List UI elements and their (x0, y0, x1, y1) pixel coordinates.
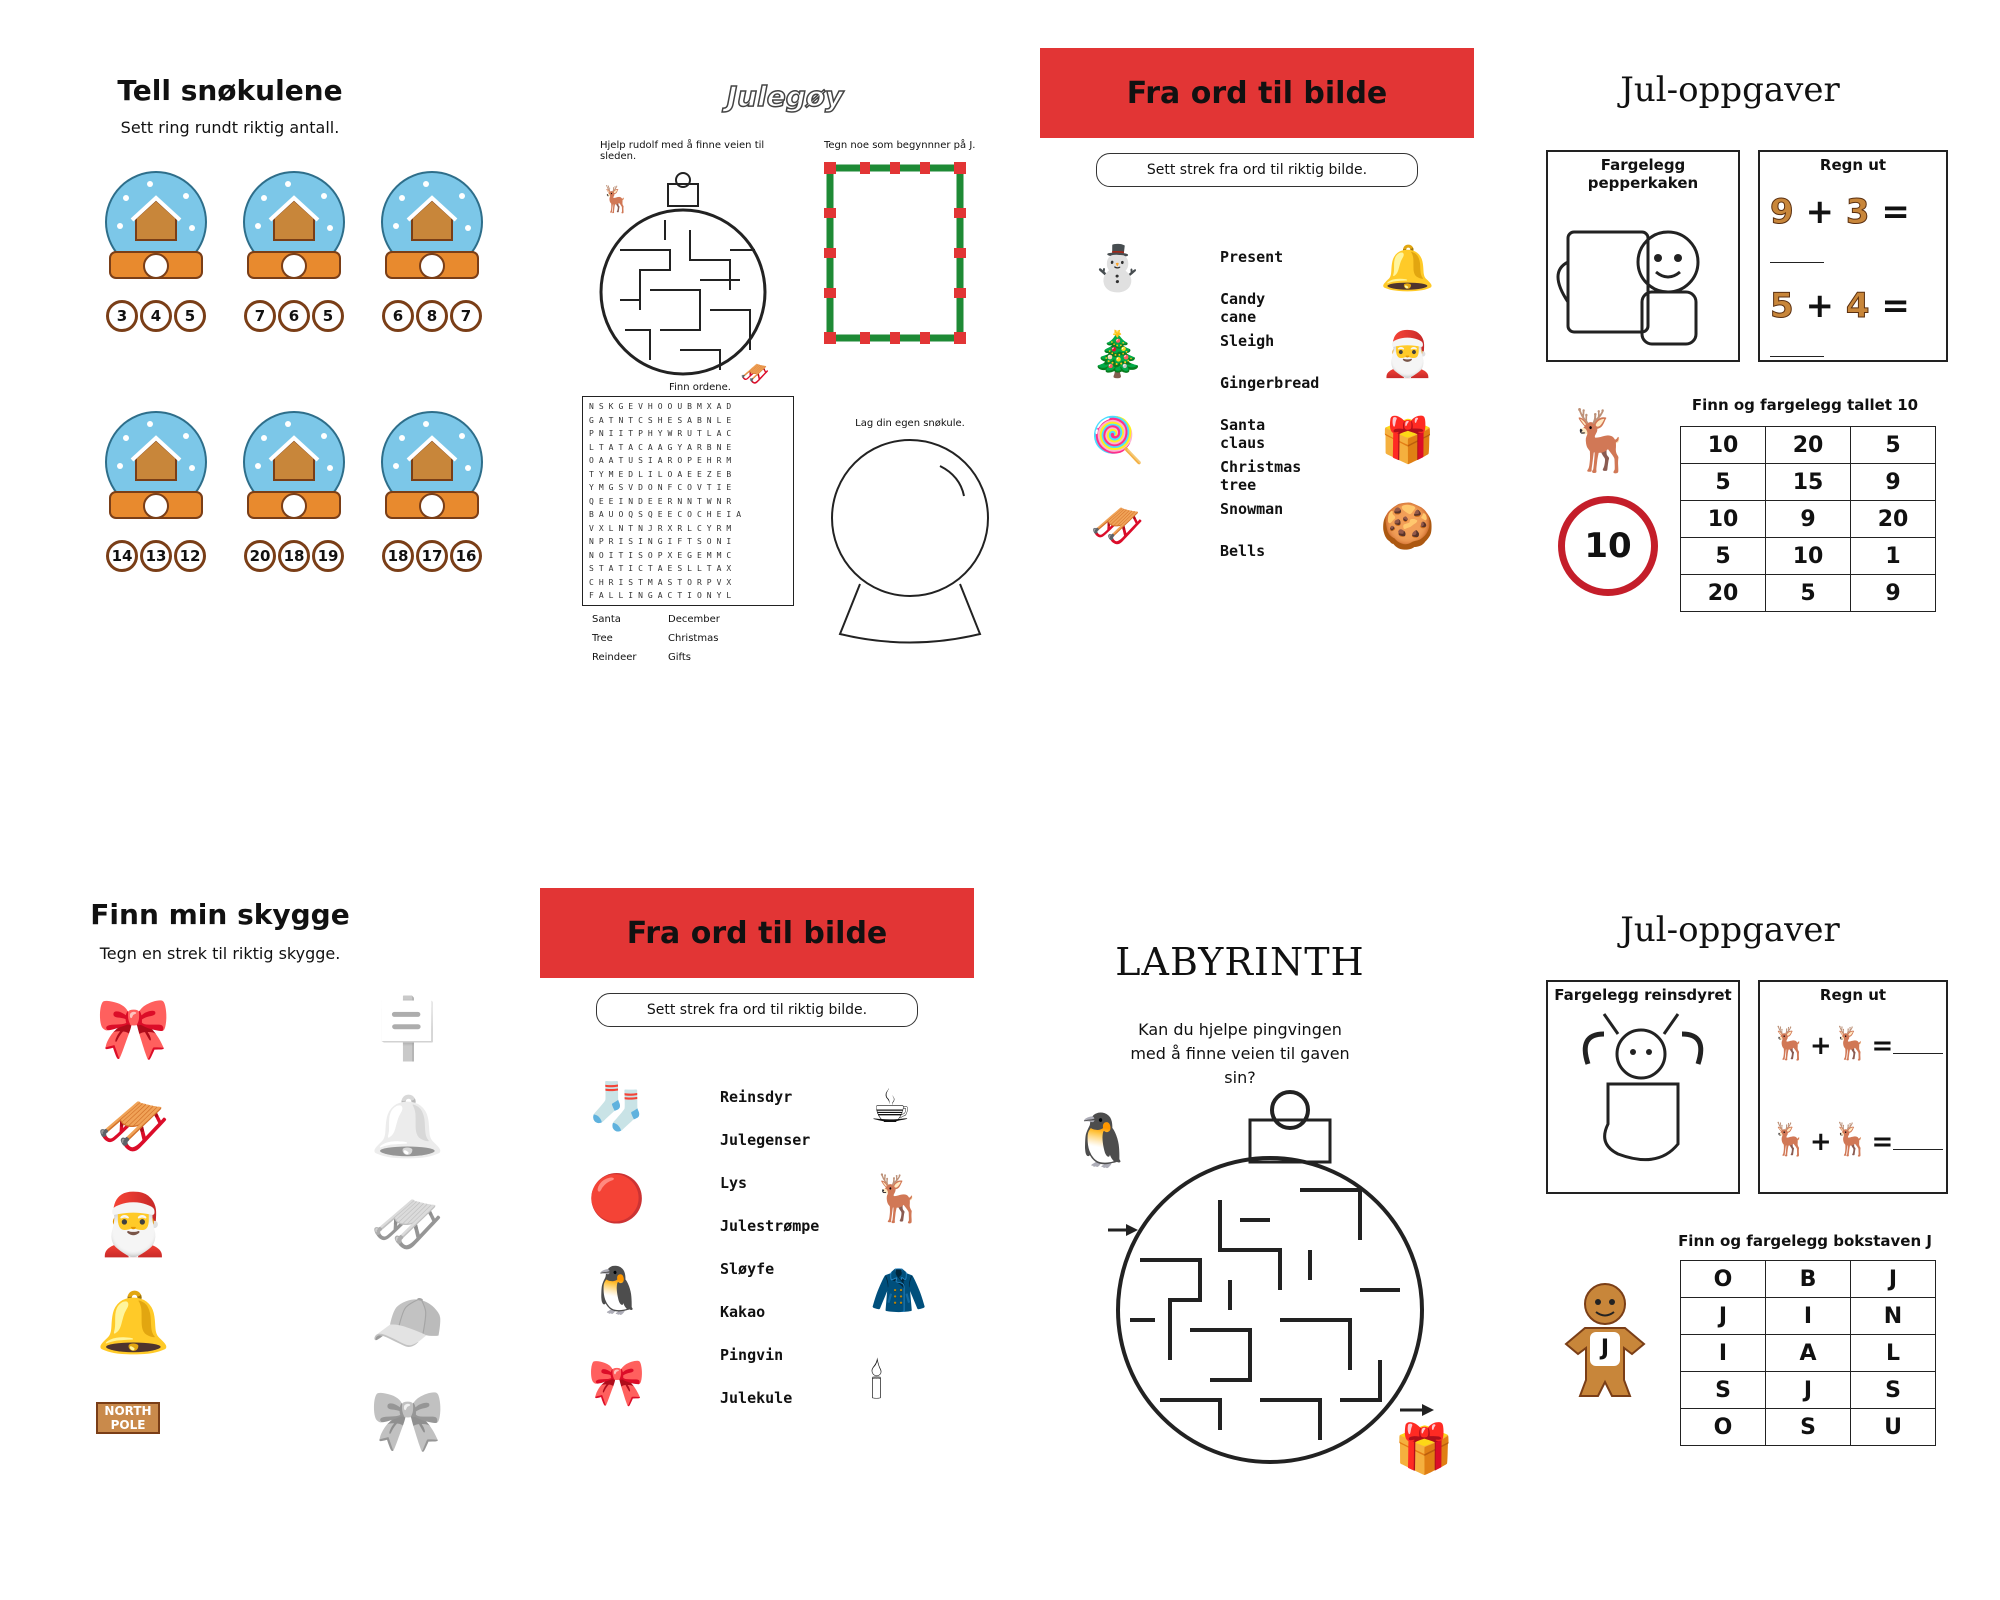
grid-cell[interactable]: 10 (1681, 501, 1766, 538)
operand: 9 (1770, 192, 1794, 232)
panel-jul-oppgaver-1 (1520, 40, 1990, 740)
instruction-pill: Sett strek fra ord til riktig bilde. (1096, 153, 1418, 187)
grid-cell[interactable]: S (1681, 1372, 1766, 1409)
count-option[interactable]: 18 (382, 540, 414, 572)
count-option[interactable]: 12 (174, 540, 206, 572)
operand: 3 (1845, 192, 1870, 232)
match-word[interactable]: Snowman (1220, 500, 1284, 518)
coloring-box[interactable] (1546, 150, 1740, 362)
panel-labyrinth (1040, 880, 1510, 1580)
stocking-icon[interactable]: 🧦 (588, 1079, 646, 1133)
match-word[interactable]: Julekule (720, 1389, 793, 1407)
grid-cell[interactable]: S (1851, 1372, 1936, 1409)
left-icons (1090, 226, 1145, 570)
penguin-icon: 🐧 (1070, 1111, 1135, 1171)
grid-cell[interactable]: 9 (1851, 464, 1936, 501)
grid-cell[interactable]: 15 (1766, 464, 1851, 501)
snow-globe-icon (100, 410, 212, 530)
grid-cell[interactable]: N (1851, 1298, 1936, 1335)
left-icons (588, 1060, 645, 1428)
math-label: Regn ut (1819, 986, 1887, 1004)
grid-cell[interactable]: A (1766, 1335, 1851, 1372)
maze-instruction: Hjelp rudolf med å finne veien til sleden. (600, 140, 765, 162)
wordsearch-row: PNIITPHYWRUTLAC (589, 429, 737, 438)
match-word[interactable]: Pingvin (720, 1346, 784, 1364)
ornament-icon[interactable]: 🔴 (588, 1171, 646, 1225)
count-option[interactable]: 6 (278, 300, 310, 332)
bells-icon[interactable]: 🔔 (1380, 243, 1435, 294)
match-word[interactable]: Lys (720, 1174, 748, 1192)
equals-sign: = (1881, 286, 1910, 326)
hat-shadow-icon[interactable]: 🧢 (370, 1288, 445, 1358)
count-option[interactable]: 14 (106, 540, 138, 572)
page-title: Jul-oppgaver (1620, 70, 1840, 110)
match-word[interactable]: Reinsdyr (720, 1088, 793, 1106)
wordsearch-row: QEEINDEERNNTWNR (589, 496, 737, 506)
grid-cell[interactable]: 1 (1851, 538, 1936, 575)
snow-globe (376, 170, 488, 332)
snow-globe-icon (100, 170, 212, 290)
sleigh-icon[interactable]: 🛷 (96, 1092, 171, 1162)
panel-julegoy (540, 40, 1010, 740)
panel-word-to-picture-no (540, 880, 1010, 1580)
snow-globe-icon (238, 170, 350, 290)
equals-sign: = (1881, 192, 1910, 232)
letter-badge: J (1590, 1332, 1620, 1366)
grid-cell[interactable]: 5 (1681, 464, 1766, 501)
find-label: Finn og fargelegg tallet 10 (1691, 396, 1919, 414)
grid-cell[interactable]: J (1851, 1261, 1936, 1298)
answer-blank[interactable] (1893, 1053, 1943, 1054)
count-option[interactable]: 6 (382, 300, 414, 332)
santa-icon[interactable]: 🎅 (1380, 329, 1435, 380)
candles-icon[interactable]: 🕯 (870, 1355, 884, 1409)
grid-row (1681, 1298, 1936, 1335)
wordsearch-row: CHRISTMASTORPVX (589, 577, 737, 587)
snow-globe (238, 170, 350, 332)
bells-icon[interactable]: 🔔 (96, 1288, 171, 1358)
empty-snow-globe[interactable] (820, 436, 1000, 646)
grid-cell[interactable]: U (1851, 1409, 1936, 1446)
grid-cell[interactable]: J (1681, 1298, 1766, 1335)
sweater-icon[interactable]: 🧥 (870, 1263, 928, 1317)
match-word[interactable]: Bells (1220, 542, 1266, 560)
wordsearch-row: NOITISOPXEGEMMC (589, 550, 737, 560)
count-options (238, 540, 350, 572)
match-word[interactable]: Julestrømpe (720, 1217, 820, 1235)
gift-icon: 🎁 (1394, 1421, 1454, 1477)
panel-jul-oppgaver-2 (1520, 880, 1990, 1580)
wordsearch-word: Tree (592, 633, 613, 644)
equation-2: 🦌+🦌= (1770, 1120, 1943, 1158)
penguin-icon[interactable]: 🐧 (588, 1263, 646, 1317)
math-label: Regn ut (1819, 156, 1887, 174)
santa-hat-icon[interactable]: 🎅 (96, 1190, 171, 1260)
page-title: Finn min skygge (90, 898, 350, 931)
page-subtitle: Tegn en strek til riktig skygge. (99, 944, 341, 963)
snow-globe-icon (238, 410, 350, 530)
right-icons (870, 1060, 927, 1428)
wordsearch-row: NSKGEVHOOUBMXAD (589, 402, 737, 411)
wordsearch-word: Reindeer (592, 652, 637, 663)
count-option[interactable]: 3 (106, 300, 138, 332)
count-option[interactable]: 5 (174, 300, 206, 332)
count-options (376, 300, 488, 332)
grid-row (1681, 501, 1936, 538)
sleigh-shadow-icon[interactable]: 🛷 (370, 1190, 445, 1260)
panel-snow-globes (40, 40, 510, 740)
grid-cell[interactable]: 5 (1766, 575, 1851, 612)
match-word[interactable]: Kakao (720, 1303, 766, 1321)
reindeer-icon: 🦌 (600, 185, 633, 215)
wordsearch-row: NPRISINGIFTSONI (589, 537, 737, 546)
page-subtitle: Sett ring rundt riktig antall. (120, 118, 340, 137)
items-column (96, 980, 171, 1434)
find-label: Finn og fargelegg bokstaven J (1678, 1232, 1932, 1250)
christmas-tree-icon[interactable]: 🎄 (1090, 329, 1145, 380)
grid-cell[interactable]: S (1766, 1409, 1851, 1446)
answer-blank[interactable] (1770, 356, 1824, 357)
coloring-box[interactable] (1546, 980, 1740, 1194)
drawing-frame[interactable] (820, 158, 970, 348)
count-options (238, 300, 350, 332)
page-title: LABYRINTH (1115, 940, 1365, 984)
grid-row (1681, 1261, 1936, 1298)
wordsearch-word: Christmas (668, 633, 719, 644)
answer-blank[interactable] (1770, 262, 1824, 263)
count-options (100, 540, 212, 572)
match-word[interactable]: Present (1220, 248, 1284, 266)
draw-instruction: Tegn noe som begynnner på J. (824, 140, 976, 151)
count-option[interactable]: 18 (278, 540, 310, 572)
sleigh-icon[interactable]: 🛷 (1090, 501, 1145, 552)
present-icon[interactable]: 🎁 (1380, 415, 1435, 466)
bells-shadow-icon[interactable]: 🔔 (370, 1092, 445, 1162)
equation-1: 🦌+🦌= (1770, 1024, 1943, 1062)
panel-word-to-picture-en (1040, 40, 1510, 740)
shadows-column (370, 980, 445, 1470)
equation-2 (1770, 286, 1946, 366)
operand: 4 (1845, 286, 1870, 326)
grid-cell[interactable]: I (1766, 1298, 1851, 1335)
count-option[interactable]: 16 (450, 540, 482, 572)
grid-cell[interactable]: B (1766, 1261, 1851, 1298)
candy-cane-icon[interactable]: 🍭 (1090, 415, 1145, 466)
operand: 5 (1770, 286, 1794, 326)
signpost-shadow-icon[interactable]: 🪧 (370, 994, 445, 1064)
grid-cell[interactable]: L (1851, 1335, 1936, 1372)
count-options (100, 300, 212, 332)
north-pole-sign[interactable]: NORTH POLE (96, 1402, 160, 1434)
grid-cell[interactable]: 20 (1851, 501, 1936, 538)
globe-instruction: Lag din egen snøkule. (855, 418, 965, 429)
wordsearch-grid[interactable] (582, 396, 794, 606)
grid-cell[interactable]: 5 (1851, 427, 1936, 464)
page-title: Fra ord til bilde (540, 888, 974, 978)
bow-icon[interactable]: 🎀 (588, 1355, 646, 1409)
snow-globe (100, 410, 212, 572)
wordsearch-row: OAATUSIAROPEHRM (589, 456, 737, 465)
wordsearch-words (592, 614, 812, 671)
wordsearch-word: Santa (592, 614, 621, 625)
count-option[interactable]: 7 (450, 300, 482, 332)
count-options (376, 540, 488, 572)
match-word[interactable]: Christmas tree (1220, 458, 1302, 494)
grid-cell[interactable]: 20 (1766, 427, 1851, 464)
grid-cell[interactable]: O (1681, 1261, 1766, 1298)
count-option[interactable]: 7 (244, 300, 276, 332)
wordsearch-row: TYMEDLILOAEEZEB (589, 469, 737, 479)
math-box[interactable] (1758, 150, 1948, 362)
grid-cell[interactable]: 10 (1681, 427, 1766, 464)
page-title: Julegøy (726, 80, 844, 113)
grid-row (1681, 575, 1936, 612)
match-word[interactable]: Gingerbread (1220, 374, 1320, 392)
panel-find-shadow (40, 880, 510, 1580)
grid-cell[interactable]: O (1681, 1409, 1766, 1446)
wordsearch-row: BAUOQSQEECOCHEIA (589, 510, 747, 519)
equation-1 (1770, 192, 1946, 272)
grid-row (1681, 1409, 1936, 1446)
match-word[interactable]: Santa claus (1220, 416, 1266, 452)
wordsearch-word: Gifts (668, 652, 692, 663)
reindeer-icon[interactable]: 🦌 (870, 1171, 928, 1225)
right-icons (1380, 226, 1435, 570)
wordsearch-row: GATNTCSHESABNLE (589, 415, 737, 425)
match-word[interactable]: Julegenser (720, 1131, 811, 1149)
question-text: Kan du hjelpe pingvingen med å finne veien til gaven sin? (1130, 1020, 1350, 1087)
number-grid (1680, 426, 1936, 612)
gingerbread-man (1560, 1280, 1650, 1400)
wordsearch-word: December (668, 614, 720, 625)
gingerbread-icon[interactable]: 🍪 (1380, 501, 1435, 552)
grid-row (1681, 427, 1936, 464)
wordsearch-row: FALLINGACTIONYL (589, 591, 737, 600)
match-word[interactable]: Candy cane (1220, 290, 1266, 326)
grid-cell[interactable]: 9 (1851, 575, 1936, 612)
gingerbread-outline (1548, 192, 1734, 362)
count-option[interactable]: 20 (244, 540, 276, 572)
instruction-pill: Sett strek fra ord til riktig bilde. (596, 993, 918, 1027)
grid-cell[interactable]: 20 (1681, 575, 1766, 612)
match-word[interactable]: Sløyfe (720, 1260, 775, 1278)
snow-globe (238, 410, 350, 572)
count-option[interactable]: 4 (140, 300, 172, 332)
reindeer-stocking-outline (1548, 1004, 1734, 1174)
page-title: Fra ord til bilde (1040, 48, 1474, 138)
wordsearch-row: STATICTAESLLTAX (589, 564, 737, 573)
count-option[interactable]: 17 (416, 540, 448, 572)
reindeer-icon: 🦌 (1564, 406, 1639, 476)
count-option[interactable]: 8 (416, 300, 448, 332)
page-title: Tell snøkulene (117, 74, 343, 107)
math-box[interactable] (1758, 980, 1948, 1194)
count-option[interactable]: 13 (140, 540, 172, 572)
coloring-label: Fargelegg reinsdyret (1554, 986, 1732, 1004)
snow-globe-icon (376, 410, 488, 530)
grid-row (1681, 538, 1936, 575)
grid-row (1681, 464, 1936, 501)
ornament-maze[interactable] (1100, 1080, 1440, 1470)
count-option[interactable]: 5 (312, 300, 344, 332)
sleigh-icon: 🛷 (740, 360, 770, 388)
bow-shadow-icon[interactable]: 🎀 (370, 1386, 445, 1456)
wordsearch-title: Finn ordene. (669, 382, 731, 393)
wordsearch-row: YMGSVDONFCOVTIE (589, 483, 737, 492)
coloring-label: Fargelegg pepperkaken (1587, 156, 1699, 192)
grid-cell[interactable]: 10 (1766, 538, 1851, 575)
bow-icon[interactable]: 🎀 (96, 994, 171, 1064)
snowman-icon[interactable]: ⛄ (1090, 243, 1145, 294)
grid-cell[interactable]: I (1681, 1335, 1766, 1372)
snow-globe (100, 170, 212, 332)
letter-grid (1680, 1260, 1936, 1446)
answer-blank[interactable] (1893, 1149, 1943, 1150)
grid-cell[interactable]: J (1766, 1372, 1851, 1409)
grid-row (1681, 1335, 1936, 1372)
wordsearch-row: LTATACAAGYARBNE (589, 442, 737, 452)
snow-globe (376, 410, 488, 572)
cocoa-icon[interactable]: ☕ (870, 1079, 912, 1133)
plus-sign: + (1805, 286, 1835, 326)
grid-cell[interactable]: 5 (1681, 538, 1766, 575)
page-title: Jul-oppgaver (1620, 910, 1840, 950)
match-word[interactable]: Sleigh (1220, 332, 1275, 350)
globe-grid (40, 40, 510, 740)
grid-cell[interactable]: 9 (1766, 501, 1851, 538)
count-option[interactable]: 19 (312, 540, 344, 572)
wordsearch-row: VXLNTNJRXRLCYRM (589, 523, 737, 533)
snow-globe-icon (376, 170, 488, 290)
plus-sign: + (1805, 192, 1835, 232)
number-badge: 10 (1558, 496, 1658, 596)
ornament-maze[interactable] (580, 160, 800, 400)
grid-row (1681, 1372, 1936, 1409)
